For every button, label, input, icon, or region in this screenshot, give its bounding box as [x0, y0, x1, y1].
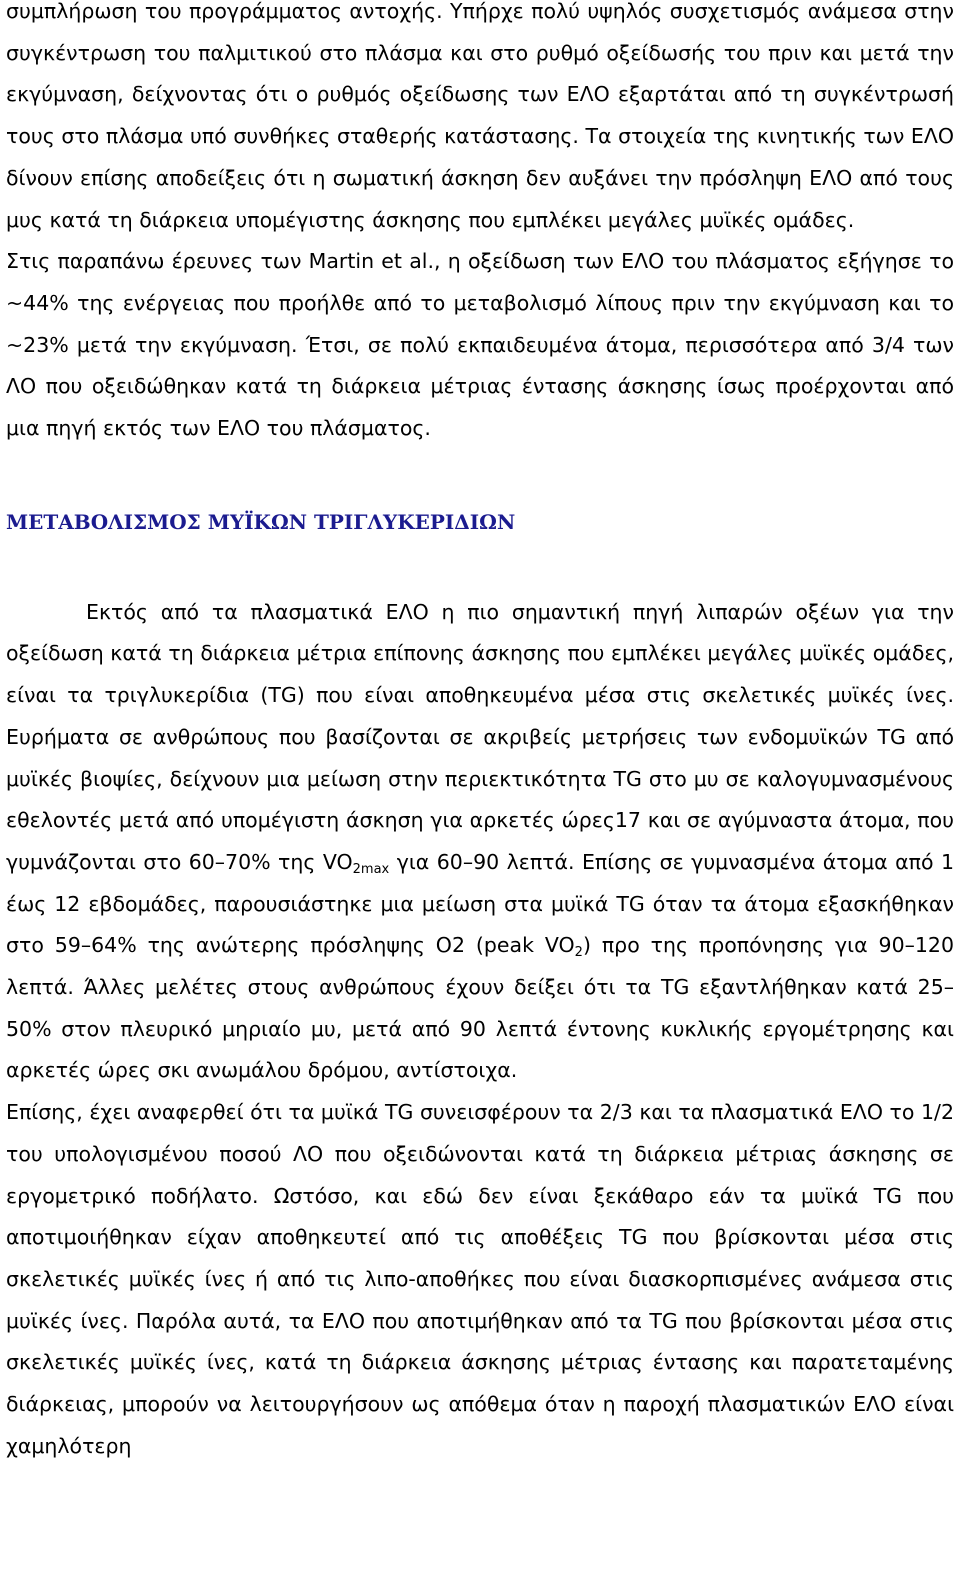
- spacer: [6, 534, 954, 592]
- paragraph-text: Εκτός από τα πλασματικά ΕΛΟ η πιο σημαντική πηγή λιπαρών οξέων για την οξείδωση κατά τη διάρκεια μέτρια επίπονης άσκησης που εμπλέκει μεγάλες μυϊκές ομάδες, είναι τα τριγλυκερίδια (TG) που είναι αποθηκευμένα μέσα στις σκελετικές μυϊκές ίνες. Ευρήματα σε ανθρώπους που βασίζονται σε ακριβείς μετρήσεις των ενδομυϊκών TG από μυϊκές βιοψίες, δείχνουν μια μείωση στην περιεκτικότητα TG στο μυ σε καλογυμνασμένους εθελοντές μετά από υπομέγιστη άσκηση για αρκετές ώρες17 και σε αγύμναστα άτομα, που γυμνάζονται στο 60–70% της VO: [6, 599, 954, 874]
- paragraph-muscle-triglycerides: [6, 592, 954, 1092]
- paragraph-kinetics: συμπλήρωση του προγράμματος αντοχής. Υπήρχε πολύ υψηλός συσχετισμός ανάμεσα στην συγκέντρωση του παλμιτικού στο πλάσμα και στο ρυθμό οξείδωσής του πριν και μετά την εκγύμναση, δείχνοντας ότι ο ρυθμός οξείδωσης των ΕΛΟ εξαρτάται από τη συγκέντρωσή τους στο πλάσμα υπό συνθήκες σταθερής κατάστασης. Τα στοιχεία της κινητικής των ΕΛΟ δίνουν επίσης αποδείξεις ότι η σωματική άσκηση δεν αυξάνει την πρόσληψη ΕΛΟ από τους μυς κατά τη διάρκεια υπομέγιστης άσκησης που εμπλέκει μεγάλες μυϊκές ομάδες.: [6, 0, 954, 232]
- paragraph-contribution: Επίσης, έχει αναφερθεί ότι τα μυϊκά TG συνεισφέρουν τα 2/3 και τα πλασματικά ΕΛΟ το 1/2 του υπολογισμένου ποσού ΛΟ που οξειδώνονται κατά τη διάρκεια μέτριας άσκησης σε εργομετρικό ποδήλατο. Ωστόσο, και εδώ δεν είναι ξεκάθαρο εάν τα μυϊκά TG που αποτιμοιήθηκαν είχαν αποθηκευτεί από τις αποθέξεις TG που βρίσκονται μέσα στις σκελετικές μυϊκές ίνες ή από τις λιπο-αποθήκες που είναι διασκορπισμένες ανάμεσα στις μυϊκές ίνες. Παρόλα αυτά, τα ΕΛΟ που αποτιμήθηκαν από τα TG που βρίσκονται μέσα στις σκελετικές μυϊκές ίνες, κατά τη διάρκεια άσκησης μέτριας έντασης και παρατεταμένης διάρκειας, μπορούν να λειτουργήσουν ως απόθεμα όταν η παροχή πλασματικών ΕΛΟ είναι χαμηλότερη: [6, 1100, 954, 1458]
- section-heading: ΜΕΤΑΒΟΛΙΣΜΟΣ ΜΥΪΚΩΝ ΤΡΙΓΛΥΚΕΡΙΔΙΩΝ: [6, 509, 516, 534]
- subscript-2max: 2max: [352, 861, 390, 877]
- paragraph-martin-studies: Στις παραπάνω έρευνες των Martin et al., η οξείδωση των ΕΛΟ του πλάσματος εξήγησε το ~44% της ενέργειας που προήλθε από το μεταβολισμό λίπους πριν την εκγύμναση και το ~23% μετά την εκγύμναση. Έτσι, σε πολύ εκπαιδευμένα άτομα, περισσότερα από 3/4 των ΛΟ που οξειδώθηκαν κατά τη διάρκεια μέτριας έντασης άσκησης ίσως προέρχονται από μια πηγή εκτός των ΕΛΟ του πλάσματος.: [6, 249, 954, 441]
- paragraph-text: για 60–90 λεπτά. Επίσης σε γυμνασμένα άτομα από 1 έως 12 εβδομάδες, παρουσιάστηκε μια μείωση στα μυϊκά TG όταν τα άτομα εξασκήθηκαν στο 59–64% της ανώτερης πρόσληψης Ο2 (peak VO: [6, 849, 954, 958]
- paragraph-text: ) προ της προπόνησης για 90–120 λεπτά. Άλλες μελέτες στους ανθρώπους έχουν δείξει ότι τα TG εξαντλήθηκαν κατά 25–50% στον πλευρικό μηριαίο μυ, μετά από 90 λεπτά έντονης κυκλικής εργομέτρησης και αρκετές ώρες σκι ανωμάλου δρόμου, αντίστοιχα.: [6, 933, 954, 1083]
- document-page: [6, 0, 954, 1468]
- spacer: [6, 450, 954, 510]
- subscript-2: 2: [574, 945, 583, 961]
